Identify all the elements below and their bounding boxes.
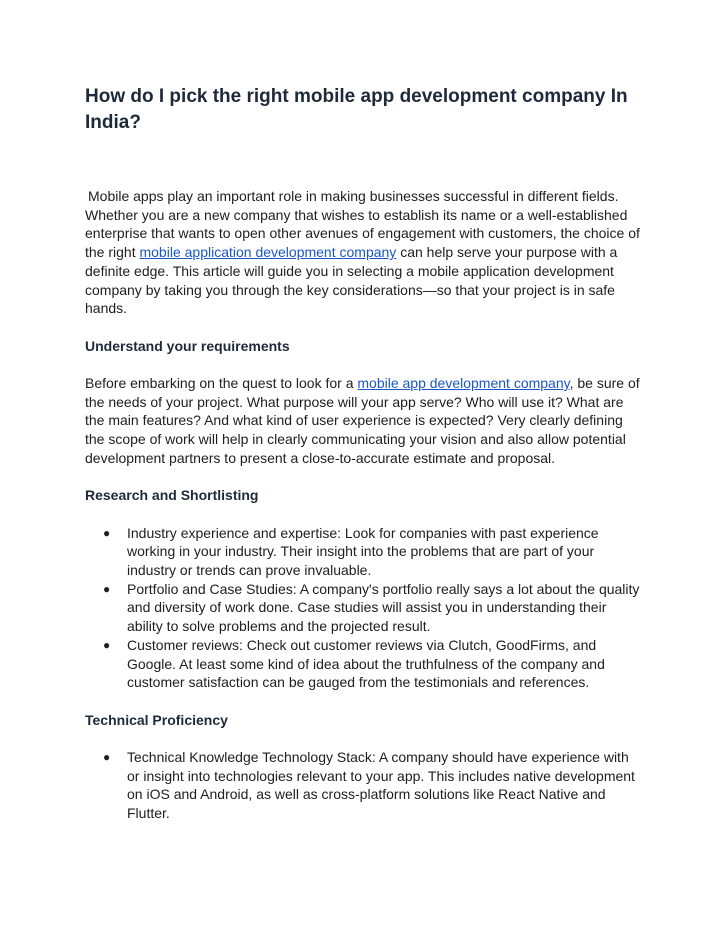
page-title: How do I pick the right mobile app development company In India? [85,86,628,133]
section-heading-research: Research and Shortlisting [85,487,259,504]
requirements-text-before: Before embarking on the quest to look for a [85,375,358,391]
list-item [85,748,640,823]
mobile-app-development-company-link[interactable]: mobile app development company [357,375,570,391]
bullet-icon: ● [103,637,111,652]
research-bullet-list [85,524,640,692]
technical-bullet-list [85,748,640,823]
document-page [85,84,640,823]
list-item-text: Technical Knowledge Technology Stack: A company should have experience with or insight into technologies relevant to your app. This includes native development on iOS and Android, as well as cross-platform solutions like React Native and Flutter. [127,749,635,822]
intro-paragraph [85,187,640,318]
list-item-text: Industry experience and expertise: Look for companies with past experience working in your industry. Their insight into the problems that are part of your industry or trends can prove invaluable. [127,524,599,578]
bullet-icon: ● [103,525,111,540]
section-heading-technical: Technical Proficiency [85,711,228,728]
intro-text-after: can help serve your purpose with a definite edge. This article will guide you in selecting a mobile application development company by taking you through the key considerations—so that your project is in safe hands. [85,244,618,317]
bullet-icon: ● [103,581,111,596]
list-item [85,524,640,580]
list-item [85,580,640,636]
requirements-paragraph [85,374,640,468]
list-item-text: Portfolio and Case Studies: A company's portfolio really says a lot about the quality and diversity of work done. Case studies will assist you in understanding their ability to solve problems and the projected result. [127,580,640,635]
mobile-application-development-company-link[interactable]: mobile application development company [139,244,397,261]
list-item-text: Customer reviews: Check out customer reviews via Clutch, GoodFirms, and Google. At least some kind of idea about the truthfulness of the company and customer satisfaction can be gauged from the testimonials and references. [127,636,605,691]
list-item [85,636,640,692]
intro-text-before: Mobile apps play an important role in making businesses successful in different fields. Whether you are a new company that wishes to establish its name or a well-established enterprise that wants to open other avenues of engagement with customers, the choice of the right [85,188,640,261]
requirements-text-after: , be sure of the needs of your project. What purpose will your app serve? Who will use it? What are the main features? And what kind of user experience is expected? Very clearly defining the scope of work will help in clearly communicating your vision and also allow potential development partners to present a close-to-accurate estimate and proposal. [85,375,640,466]
section-heading-requirements: Understand your requirements [85,337,290,354]
bullet-icon: ● [103,750,111,764]
